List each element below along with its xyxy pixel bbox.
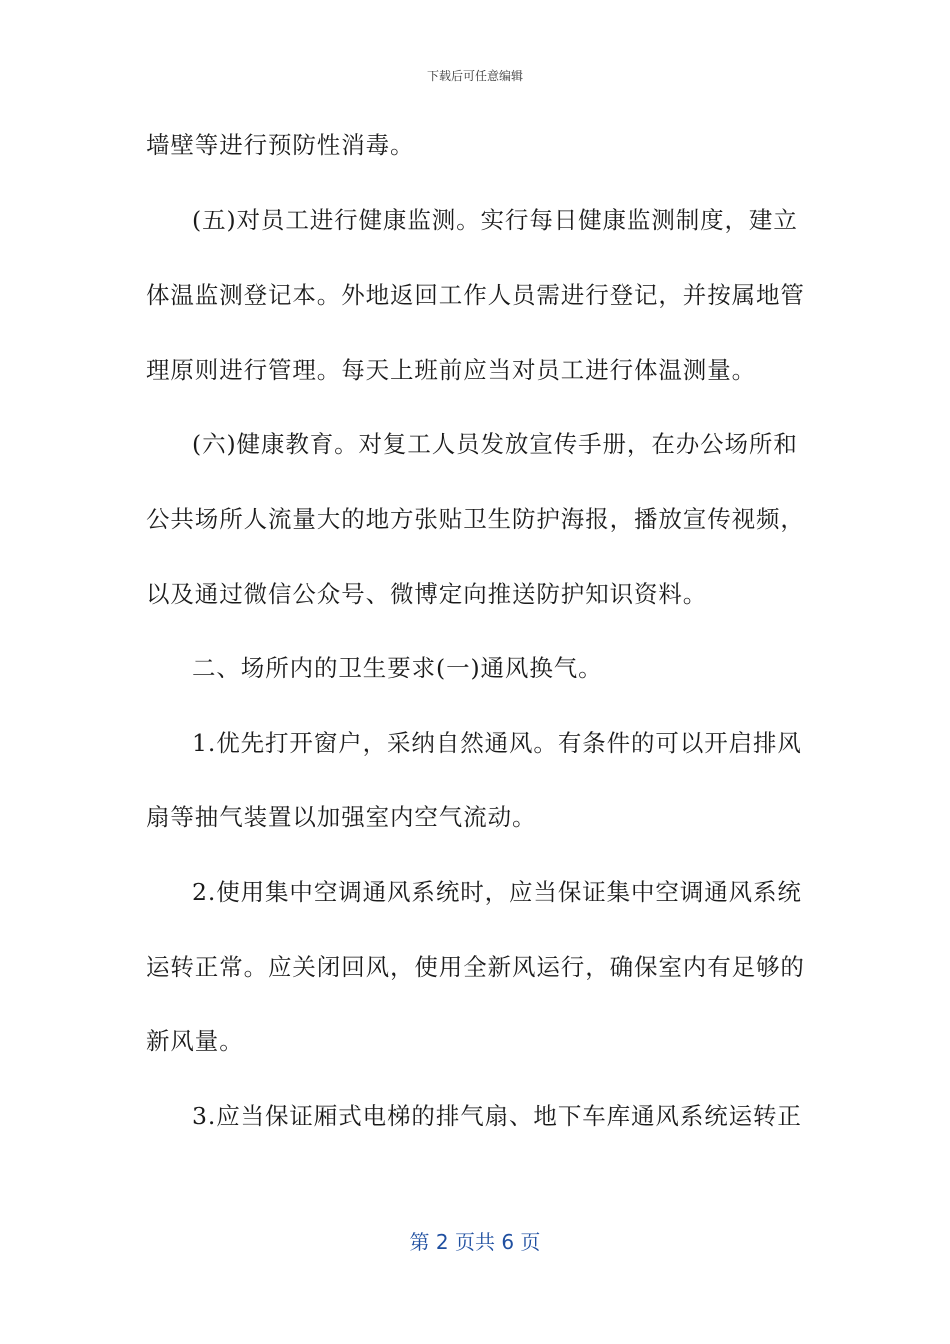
text-line: 二、场所内的卫生要求(一)通风换气。 bbox=[192, 654, 603, 682]
page-footer bbox=[0, 1226, 950, 1255]
text-line: 体温监测登记本。外地返回工作人员需进行登记，并按属地管 bbox=[146, 281, 805, 309]
text-line: 墙壁等进行预防性消毒。 bbox=[146, 131, 415, 159]
text-line: (五)对员工进行健康监测。实行每日健康监测制度，建立 bbox=[192, 206, 798, 234]
page-number-label: 第 2 页共 6 页 bbox=[409, 1230, 541, 1254]
text-line: 运转正常。应关闭回风，使用全新风运行，确保室内有足够的 bbox=[146, 953, 805, 981]
text-line: 3.应当保证厢式电梯的排气扇、地下车库通风系统运转正 bbox=[192, 1102, 802, 1130]
text-line: 1.优先打开窗户，采纳自然通风。有条件的可以开启排风 bbox=[192, 729, 802, 757]
text-line: 扇等抽气装置以加强室内空气流动。 bbox=[146, 803, 537, 831]
page-header: 下载后可任意编辑 bbox=[426, 69, 523, 83]
text-line: (六)健康教育。对复工人员发放宣传手册，在办公场所和 bbox=[192, 430, 798, 458]
text-line: 2.使用集中空调通风系统时，应当保证集中空调通风系统 bbox=[192, 878, 802, 906]
text-line: 公共场所人流量大的地方张贴卫生防护海报，播放宣传视频， bbox=[146, 505, 805, 533]
text-line: 新风量。 bbox=[146, 1027, 244, 1055]
text-line: 理原则进行管理。每天上班前应当对员工进行体温测量。 bbox=[146, 356, 756, 384]
text-line: 以及通过微信公众号、微博定向推送防护知识资料。 bbox=[146, 580, 708, 608]
